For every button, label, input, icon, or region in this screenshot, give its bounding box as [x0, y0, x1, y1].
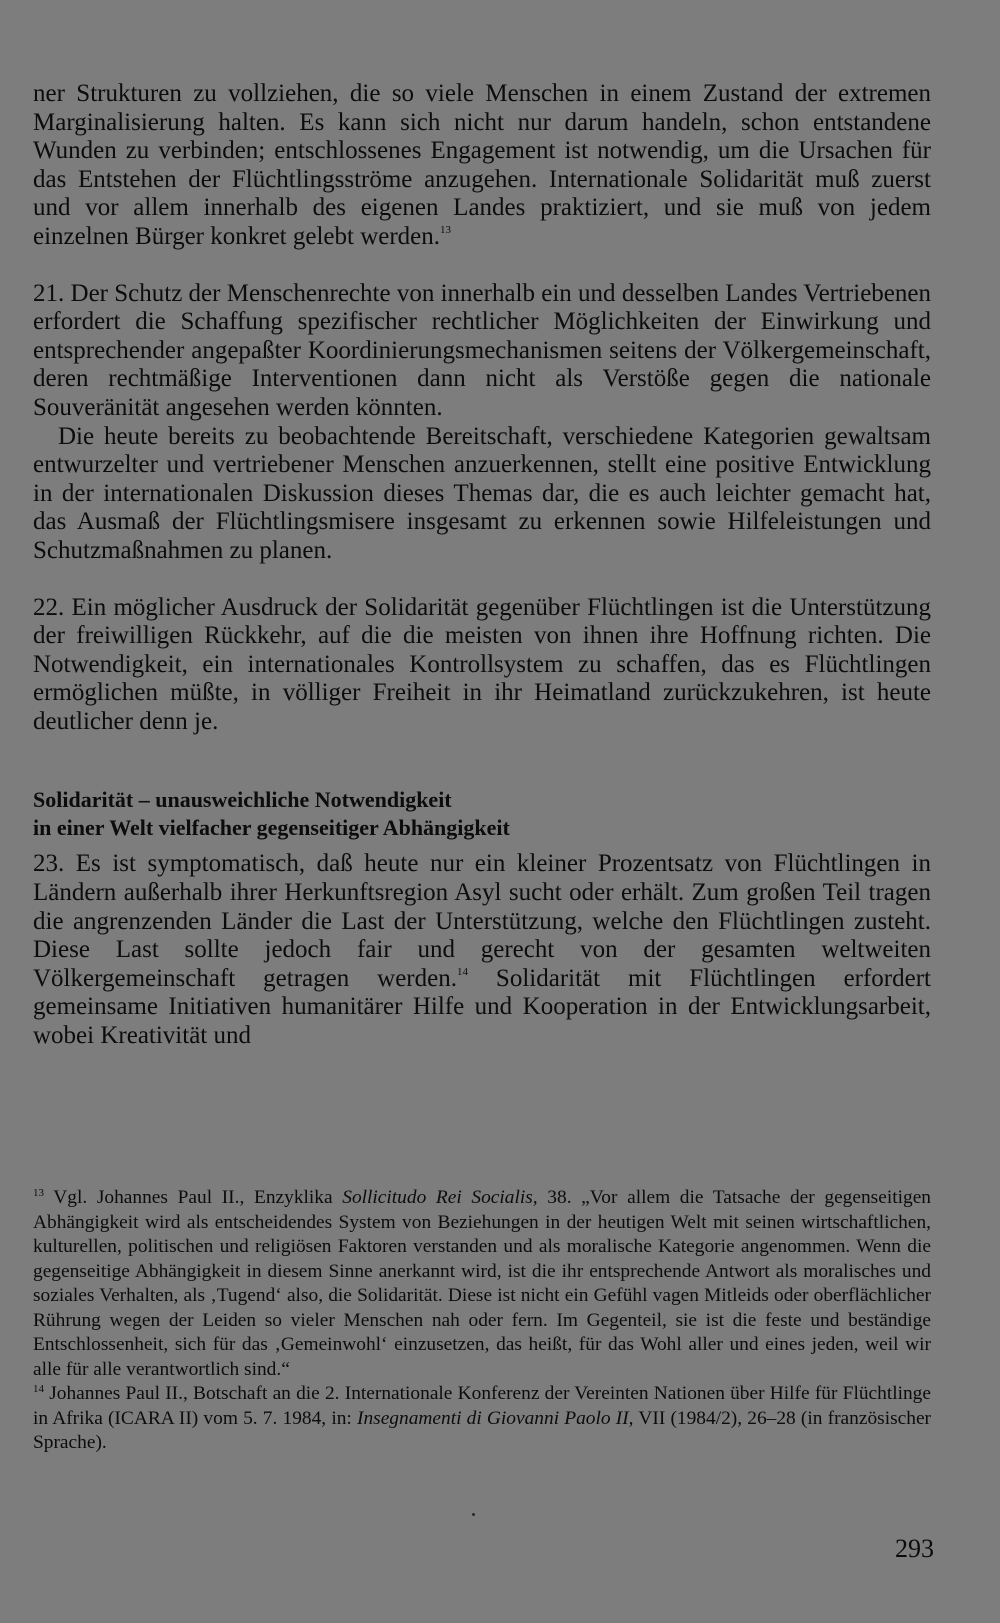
footnote-text: 38. „Vor allem die Tatsache der gegenseitigen Abhängigkeit wird als entscheidendes System von Beziehungen in der heutigen Welt mit seinen wirtschaftlichen, kulturellen, politischen und religiösen Faktoren verstanden und als moralische Kategorie angenommen. Wenn die gegenseitige Abhängigkeit in diesem Sinne anerkannt wird, ist die ihr entsprechende Antwort als moralisches und soziales Verhalten, als ‚Tugend‘ also, die Solidarität. Diese ist nicht ein Gefühl vagen Mitleids oder oberflächlicher Rührung wegen der Leiden so vieler Menschen nah oder fern. Im Gegenteil, sie ist die feste und beständige Entschlossenheit, sich für das ‚Gemeinwohl‘ einzusetzen, das heißt, für das Wohl aller und eines jeden, weil wir alle für alle verantwortlich sind.“	[33, 1187, 931, 1380]
paragraph-text: Solidarität mit Flüchtlingen erfordert gemeinsame Initiativen humanitärer Hilfe und Kooperation in der Entwicklungsarbeit, wobei Kreativität und	[33, 964, 932, 1050]
footnotes	[33, 1186, 931, 1456]
main-text	[33, 80, 931, 1051]
footnote-work-title: Insegnamenti di Giovanni Paolo II,	[357, 1407, 634, 1429]
page-number: 293	[895, 1534, 934, 1563]
footnote-marker: 14	[456, 965, 468, 978]
footnote-work-title: Sollicitudo Rei Socialis,	[342, 1187, 538, 1208]
section-heading	[33, 786, 931, 842]
scan-speck	[472, 1513, 475, 1516]
paragraph-continuation	[33, 80, 931, 252]
paragraph-text: ner Strukturen zu vollziehen, die so viele Menschen in einem Zustand der extremen Marginalisierung halten. Es kann sich nicht nur darum handeln, schon entstandene Wunden zu verbinden; entschlossenes Engagement ist notwendig, um die Ursachen für das Entstehen der Flüchtlingsströme anzugehen. Internationale Solidarität muß zuerst und vor allem innerhalb des eigenen Landes praktiziert, und sie muß von jedem einzelnen Bürger konkret gelebt werden.	[33, 80, 931, 250]
footnote-13	[33, 1186, 931, 1382]
footnote-number: 13	[33, 1187, 44, 1199]
footnote-marker: 13	[440, 223, 452, 236]
paragraph-21: 21. Der Schutz der Menschenrechte von innerhalb ein und desselben Landes Vertriebenen erfordert die Schaffung spezifischer rechtlicher Möglichkeiten der Einwirkung und entsprechender angepaßter Koordinierungsmechanismen seitens der Völkergemeinschaft, deren rechtmäßige Interventionen dann nicht als Verstöße gegen die nationale Souveränität angesehen werden könnten.	[33, 279, 931, 421]
footnote-text: Johannes Paul II., Botschaft an die 2. Internationale Konferenz der Vereinten Nationen über Hilfe für Flüchtlinge in Afrika (ICARA II) vom 5. 7. 1984, in:	[33, 1383, 931, 1429]
footnote-text: Vgl. Johannes Paul II., Enzyklika	[53, 1187, 343, 1208]
section-heading-line-2: in einer Welt vielfacher gegenseitiger Abhängigkeit	[33, 815, 510, 841]
paragraph-23	[33, 850, 931, 1050]
footnote-number: 14	[33, 1383, 44, 1395]
footnote-14	[33, 1382, 931, 1456]
section-heading-line-1: Solidarität – unausweichliche Notwendigkeit	[33, 787, 452, 813]
paragraph-22: 22. Ein möglicher Ausdruck der Solidarität gegenüber Flüchtlingen ist die Unterstützung der freiwilligen Rückkehr, auf die die meisten von ihnen ihre Hoffnung richten. Die Notwendigkeit, ein internationales Kontrollsystem zu schaffen, das es Flüchtlingen ermöglichen müßte, in völliger Freiheit in ihr Heimatland zurückzukehren, ist heute deutlicher denn je.	[33, 593, 931, 735]
paragraph-21-continued: Die heute bereits zu beobachtende Bereitschaft, verschiedene Kategorien gewaltsam entwurzelter und vertriebener Menschen anzuerkennen, stellt eine positive Entwicklung in der internationalen Diskussion dieses Themas dar, die es auch leichter gemacht hat, das Ausmaß der Flüchtlingsmisere insgesamt zu erkennen sowie Hilfeleistungen und Schutzmaßnahmen zu planen.	[33, 422, 931, 564]
paragraph-text: 23. Es ist symptomatisch, daß heute nur ein kleiner Prozentsatz von Flüchtlingen in Ländern außerhalb ihrer Herkunftsregion Asyl sucht oder erhält. Zum großen Teil tragen die angrenzenden Länder die Last der Unterstützung, welche den Flüchtlingen zusteht. Diese Last sollte jedoch fair und gerecht von der gesamten weltweiten Völkergemeinschaft getragen werden.	[33, 850, 931, 992]
footnote-text: VII (1984/2), 26–28 (in französischer Sprache).	[33, 1407, 932, 1453]
